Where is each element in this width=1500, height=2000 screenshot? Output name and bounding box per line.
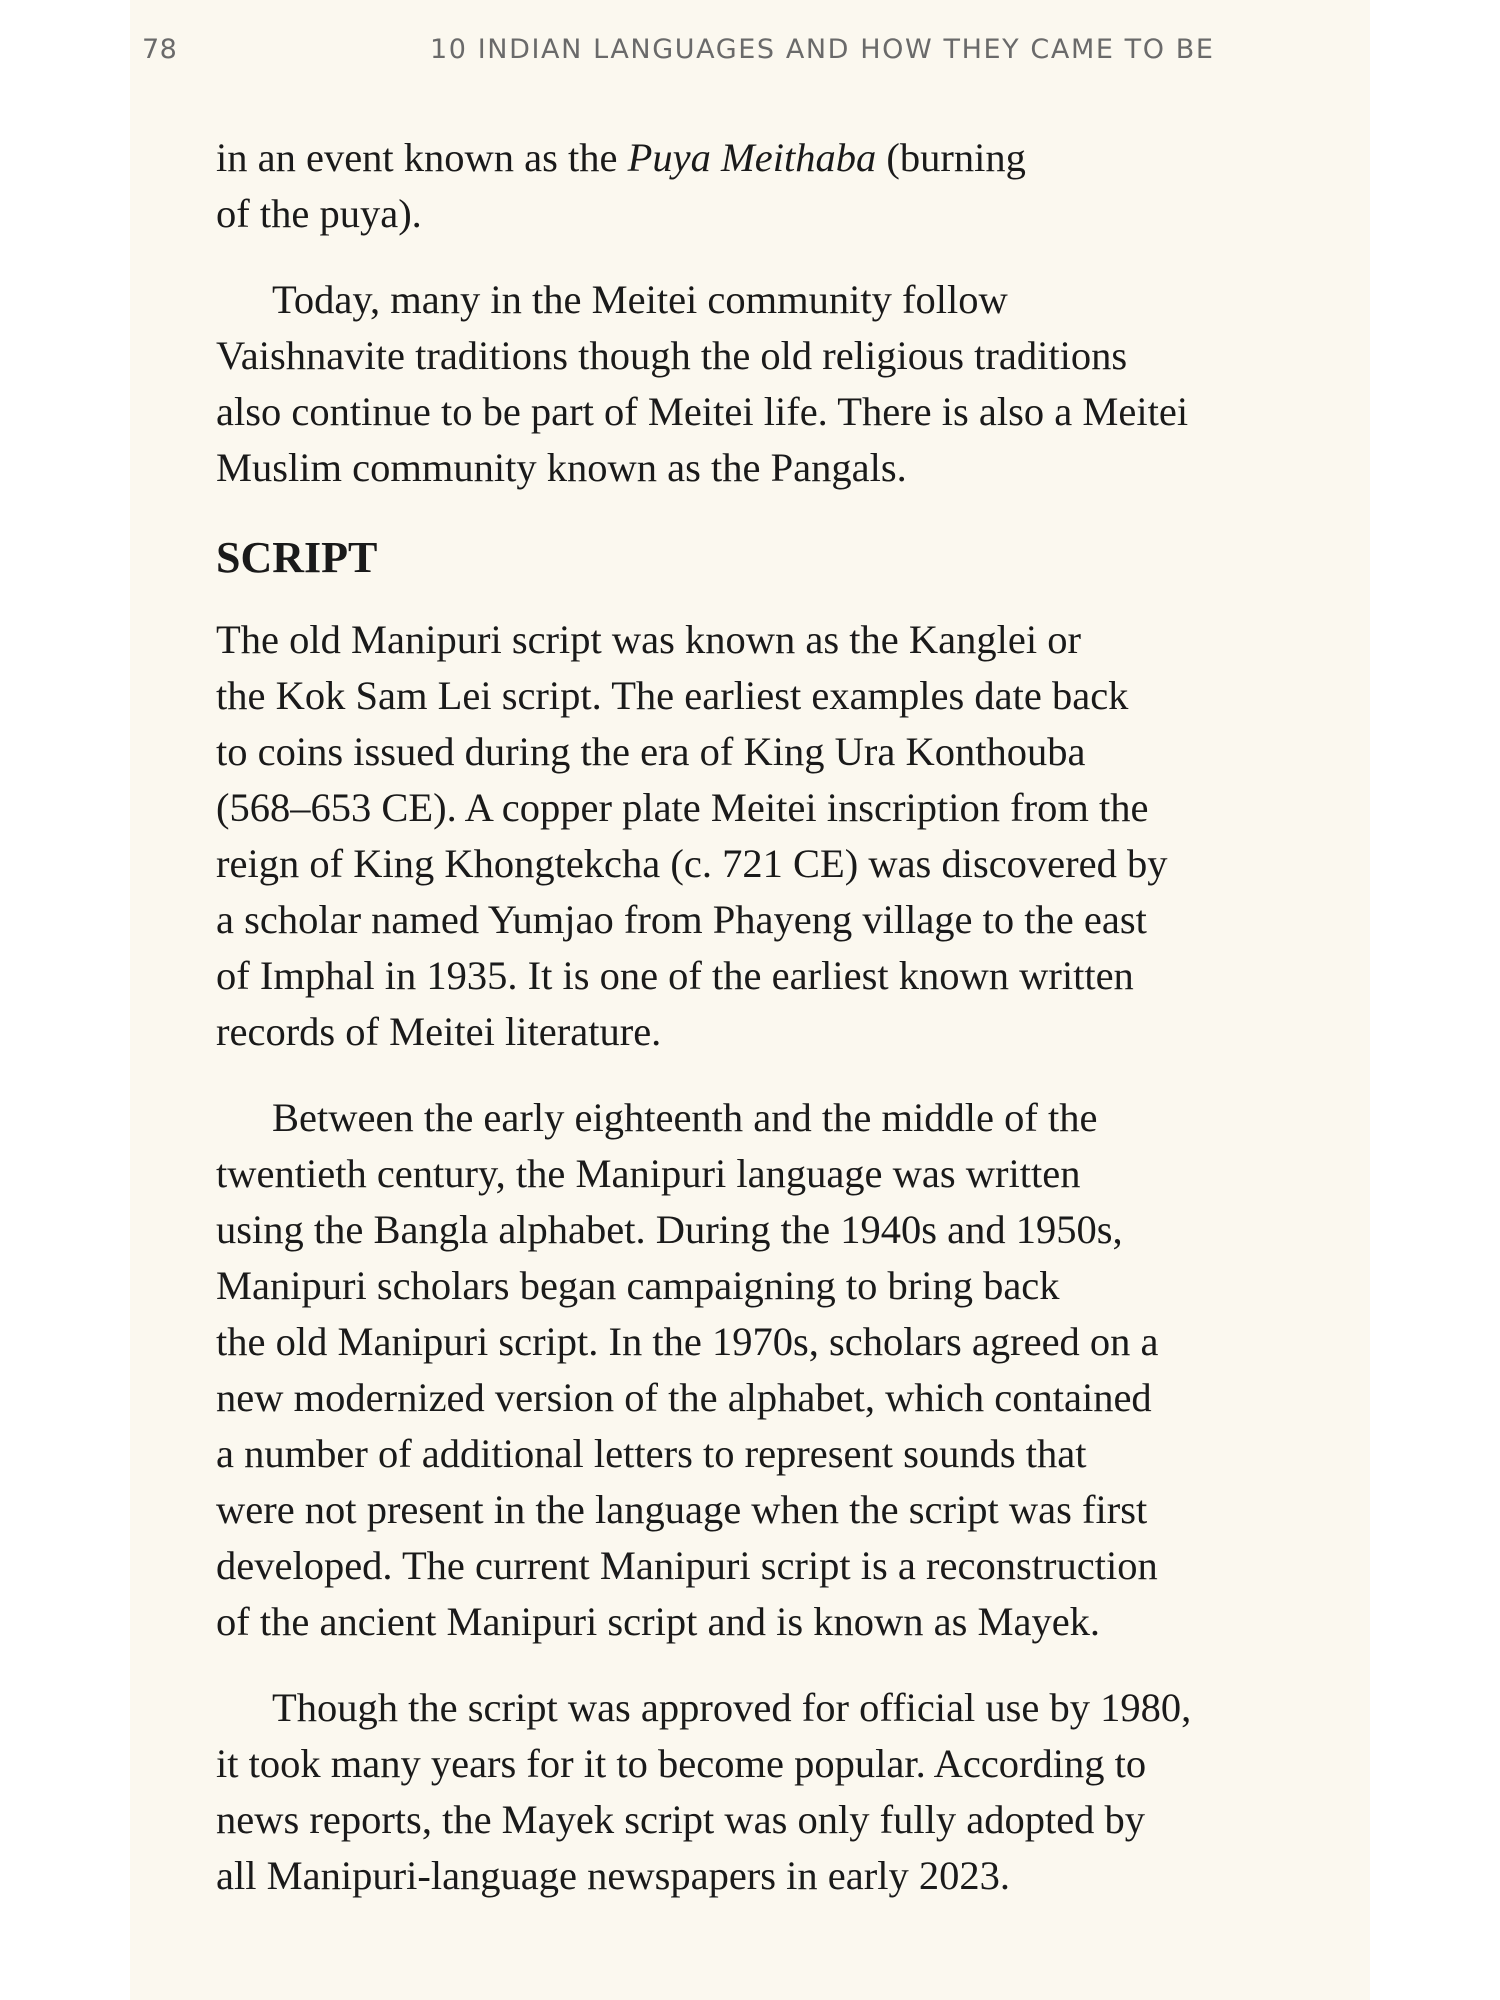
paragraph-bangla-alphabet: Between the early eighteenth and the middle of the twentieth century, the Manipuri language was written using the Bangla alphabet. During the 1940s and 1950s, Manipuri scholars began campaigning to bring back the old Manipuri script. In the 1970s, scholars agreed on a new modernized version of the alphabet, which contained a number of additional letters to represent sounds that were not present in the language when the script was first developed. The current Manipuri script is a reconstruction of the ancient Manipuri script and is known as Mayek. xyxy=(216,1095,1159,1644)
paragraph-mayek-adoption: Though the script was approved for official use by 1980, it took many years for it to become popular. According to news reports, the Mayek script was only fully adopted by all Manipuri-language newspapers in early 2023. xyxy=(216,1685,1192,1898)
page-header xyxy=(130,34,1370,74)
section-heading-script: SCRIPT xyxy=(216,533,378,582)
paragraph-puya-text-start: in an event known as the xyxy=(216,135,628,180)
running-head: 10 INDIAN LANGUAGES AND HOW THEY CAME TO BE xyxy=(430,34,1215,65)
paragraph-puya xyxy=(216,130,1356,242)
paragraph-vaishnavite: Today, many in the Meitei community follow Vaishnavite traditions though the old religious traditions also continue to be part of Meitei life. There is also a Meitei Muslim community known as the Pangals. xyxy=(216,277,1189,490)
paragraph-kanglei-script: The old Manipuri script was known as the Kanglei or the Kok Sam Lei script. The earliest examples date back to coins issued during the era of King Ura Konthouba (568–653 CE). A copper plate Meitei inscription from the reign of King Khongtekcha (c. 721 CE) was discovered by a scholar named Yumjao from Phayeng village to the east of Imphal in 1935. It is one of the earliest known written records of Meitei literature. xyxy=(216,617,1168,1054)
book-page xyxy=(130,0,1370,2000)
page-number: 78 xyxy=(142,34,178,65)
paragraph-puya-text-end: (burning of the puya). xyxy=(216,135,1026,236)
puya-meithaba-term: Puya Meithaba xyxy=(627,135,877,180)
body-text xyxy=(216,130,1356,1934)
